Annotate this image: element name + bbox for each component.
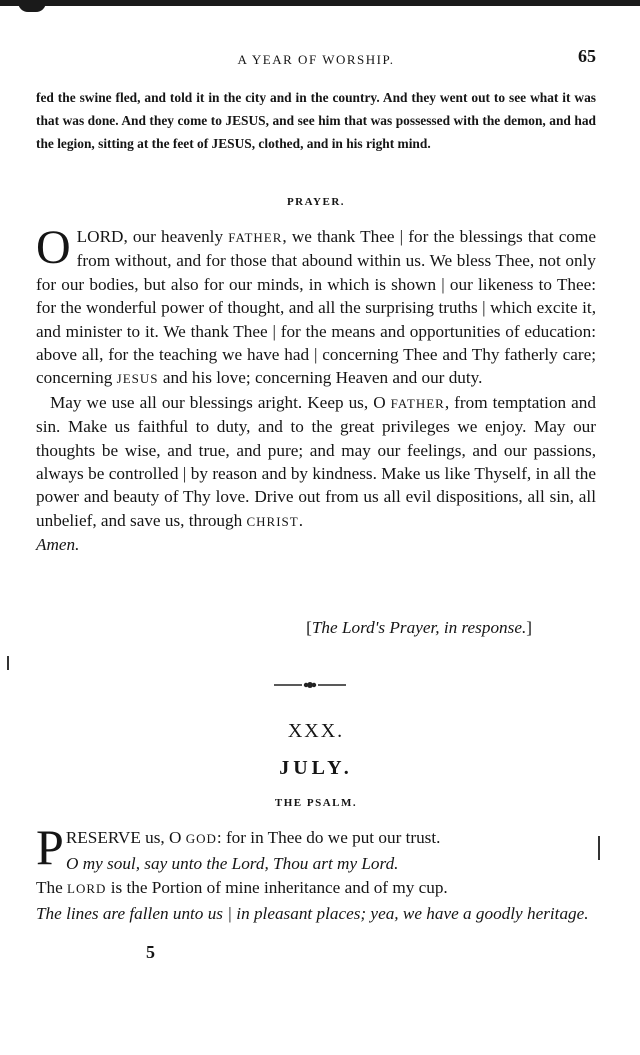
bracket-open: [ <box>306 618 312 637</box>
prayer-drop-cap: O <box>36 221 71 274</box>
amen: Amen. <box>36 535 80 555</box>
small-caps-god: GOD <box>185 831 217 846</box>
prayer-text: and his love; concerning Heaven and our duty. <box>158 368 483 388</box>
psalm-line-2: O my soul, say unto the Lord, Thou art my Lord. <box>66 853 399 873</box>
psalm-line-3 <box>36 876 596 902</box>
month-title: JULY. <box>279 757 353 779</box>
prayer-paragraph-2 <box>36 391 596 533</box>
ornament-divider <box>272 679 348 691</box>
psalm-text-span: RESERVE us, O <box>65 828 186 847</box>
small-caps-jesus: JESUS <box>116 371 159 387</box>
margin-mark <box>7 656 9 670</box>
small-caps-christ: CHRIST <box>246 513 299 529</box>
psalm-text-span: is the Portion of mine inheritance and of my cup. <box>106 878 448 897</box>
running-title: A YEAR OF WORSHIP. <box>237 52 395 67</box>
prayer-paragraph-1 <box>36 221 596 391</box>
psalm-text <box>36 819 596 926</box>
psalm-drop-cap: P <box>36 819 64 875</box>
psalm-heading: THE PSALM. <box>274 797 358 809</box>
scripture-reading: fed the swine fled, and told it in the city and in the country. And they went out to see what it was that was done. And they come to JESUS, and see him that was possessed with the demon, and had the legion, sitting at the feet of JESUS, clothed, and in his right mind. <box>36 90 596 151</box>
amen-line <box>36 533 596 556</box>
section-number: XXX. <box>287 720 345 742</box>
prayer-text: , we thank Thee | for the blessings that come from without, and for those that abound within us. We bless Thee, not only for our bodies, but also for our minds, in which is shown | our likeness to Thee: for the wonderful power of thought, and all the surprising truths | which excite it, and minister to it. We thank Thee | for the means and opportunities of education: above all, for the teaching we have had | concerning Thee and Thy fatherly care; concerning <box>36 227 596 388</box>
ornament-dot <box>312 683 316 687</box>
running-header <box>36 46 596 72</box>
bracket-close: ] <box>526 618 532 637</box>
prayer-text: . <box>298 510 304 530</box>
psalm-text-span: : for in Thee do we put our trust. <box>216 828 441 847</box>
signature-mark: 5 <box>146 942 155 962</box>
small-caps-father: FATHER <box>228 230 283 245</box>
prayer-heading: PRAYER. <box>286 196 346 208</box>
prayer-text: May we use all our blessings aright. Keep us, O <box>50 392 391 412</box>
response-note <box>36 618 596 638</box>
psalm-text-span: The <box>36 878 68 897</box>
prayer-text: , from temptation and sin. Make us faithful to duty, and to the great privileges we enjoy. May our thoughts be wise, and true, and pure; and may our feelings, and our passions, always be controlled | by reason and by kindness. Make us like Thyself, in all the power and beauty of Thy love. Drive out from us all evil dispositions, all sin, all unbelief, and save us, through <box>36 392 596 530</box>
small-caps-lord: LORD <box>67 881 107 896</box>
response-text: The Lord's Prayer, in response. <box>311 618 527 637</box>
psalm-line-4: The lines are fallen unto us | in pleasant places; yea, we have a goodly heritage. <box>36 903 589 923</box>
margin-mark <box>598 836 600 860</box>
small-caps-father: FATHER <box>390 395 445 411</box>
ink-blot <box>18 0 46 12</box>
page-number: 65 <box>578 46 596 66</box>
prayer-text: LORD, our heavenly <box>76 227 229 246</box>
top-border <box>0 0 640 6</box>
prayer-body <box>36 221 596 557</box>
